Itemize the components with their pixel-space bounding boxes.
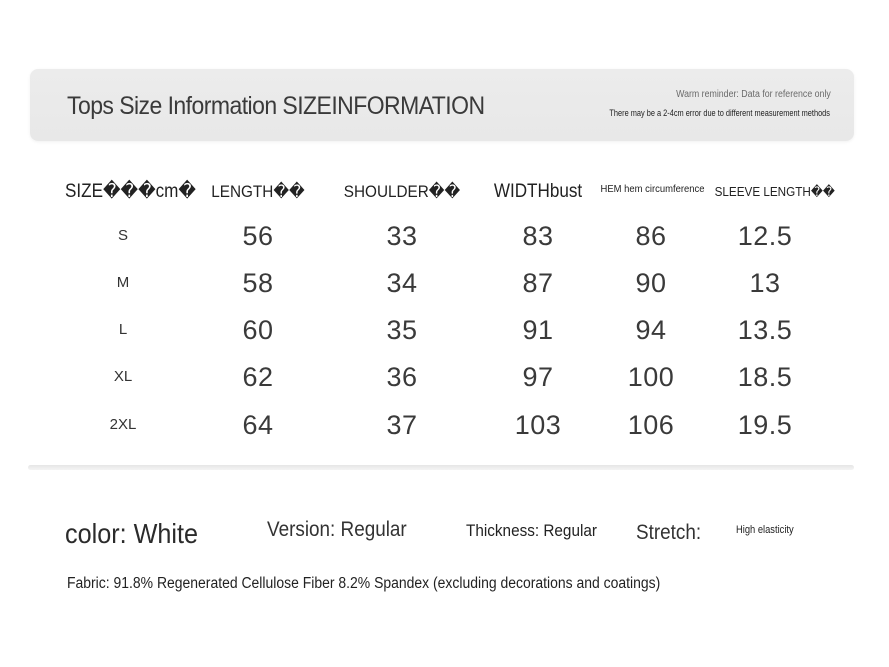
sleeve-value: 13.5 [737,315,793,345]
column-header-length: LENGTH�� [211,182,305,201]
table-row [40,403,840,447]
width-value: 83 [522,221,554,251]
sleeve-value: 13 [749,268,781,298]
length-value: 64 [242,410,274,440]
section-divider [28,465,854,470]
length-value: 62 [242,362,274,392]
table-row [40,308,840,352]
width-value: 97 [522,362,554,392]
length-value: 58 [242,268,274,298]
column-header-hem: HEM hem circumference [600,183,705,195]
column-header-shoulder: SHOULDER�� [343,182,461,201]
width-value: 91 [522,315,554,345]
hem-value: 86 [635,221,667,251]
shoulder-value: 33 [386,221,418,251]
fabric-composition: Fabric: 91.8% Regenerated Cellulose Fiber 8.2% Spandex (excluding decorations and coatings) [67,575,661,592]
hem-value: 100 [627,362,675,392]
width-value: 103 [514,410,562,440]
color-attribute: color: White [65,518,199,549]
table-row [40,214,840,258]
hem-value: 106 [627,410,675,440]
stretch-value: High elasticity [736,524,794,536]
hem-value: 90 [635,268,667,298]
thickness-attribute: Thickness: Regular [466,521,597,540]
size-label: M [116,274,130,291]
length-value: 56 [242,221,274,251]
hem-value: 94 [635,315,667,345]
length-value: 60 [242,315,274,345]
sleeve-value: 12.5 [737,221,793,251]
sleeve-value: 18.5 [737,362,793,392]
table-row [40,355,840,399]
reminder-text: Warm reminder: Data for reference only [676,89,831,100]
measurement-note: There may be a 2-4cm error due to different measurement methods [609,108,830,118]
page-title: Tops Size Information SIZEINFORMATION [67,92,485,120]
size-label: XL [113,368,133,385]
table-row [40,261,840,305]
size-label: 2XL [109,416,137,433]
stretch-attribute: Stretch: [636,521,702,544]
shoulder-value: 34 [386,268,418,298]
size-label: S [117,227,128,244]
table-header-row [40,170,840,214]
column-header-width: WIDTHbust [493,181,583,202]
column-header-sleeve: SLEEVE LENGTH�� [714,184,835,199]
sleeve-value: 19.5 [737,410,793,440]
size-label: L [118,321,128,338]
shoulder-value: 37 [386,410,418,440]
shoulder-value: 36 [386,362,418,392]
version-attribute: Version: Regular [267,518,407,541]
shoulder-value: 35 [386,315,418,345]
column-header-size: SIZE���cm� [65,181,196,202]
width-value: 87 [522,268,554,298]
